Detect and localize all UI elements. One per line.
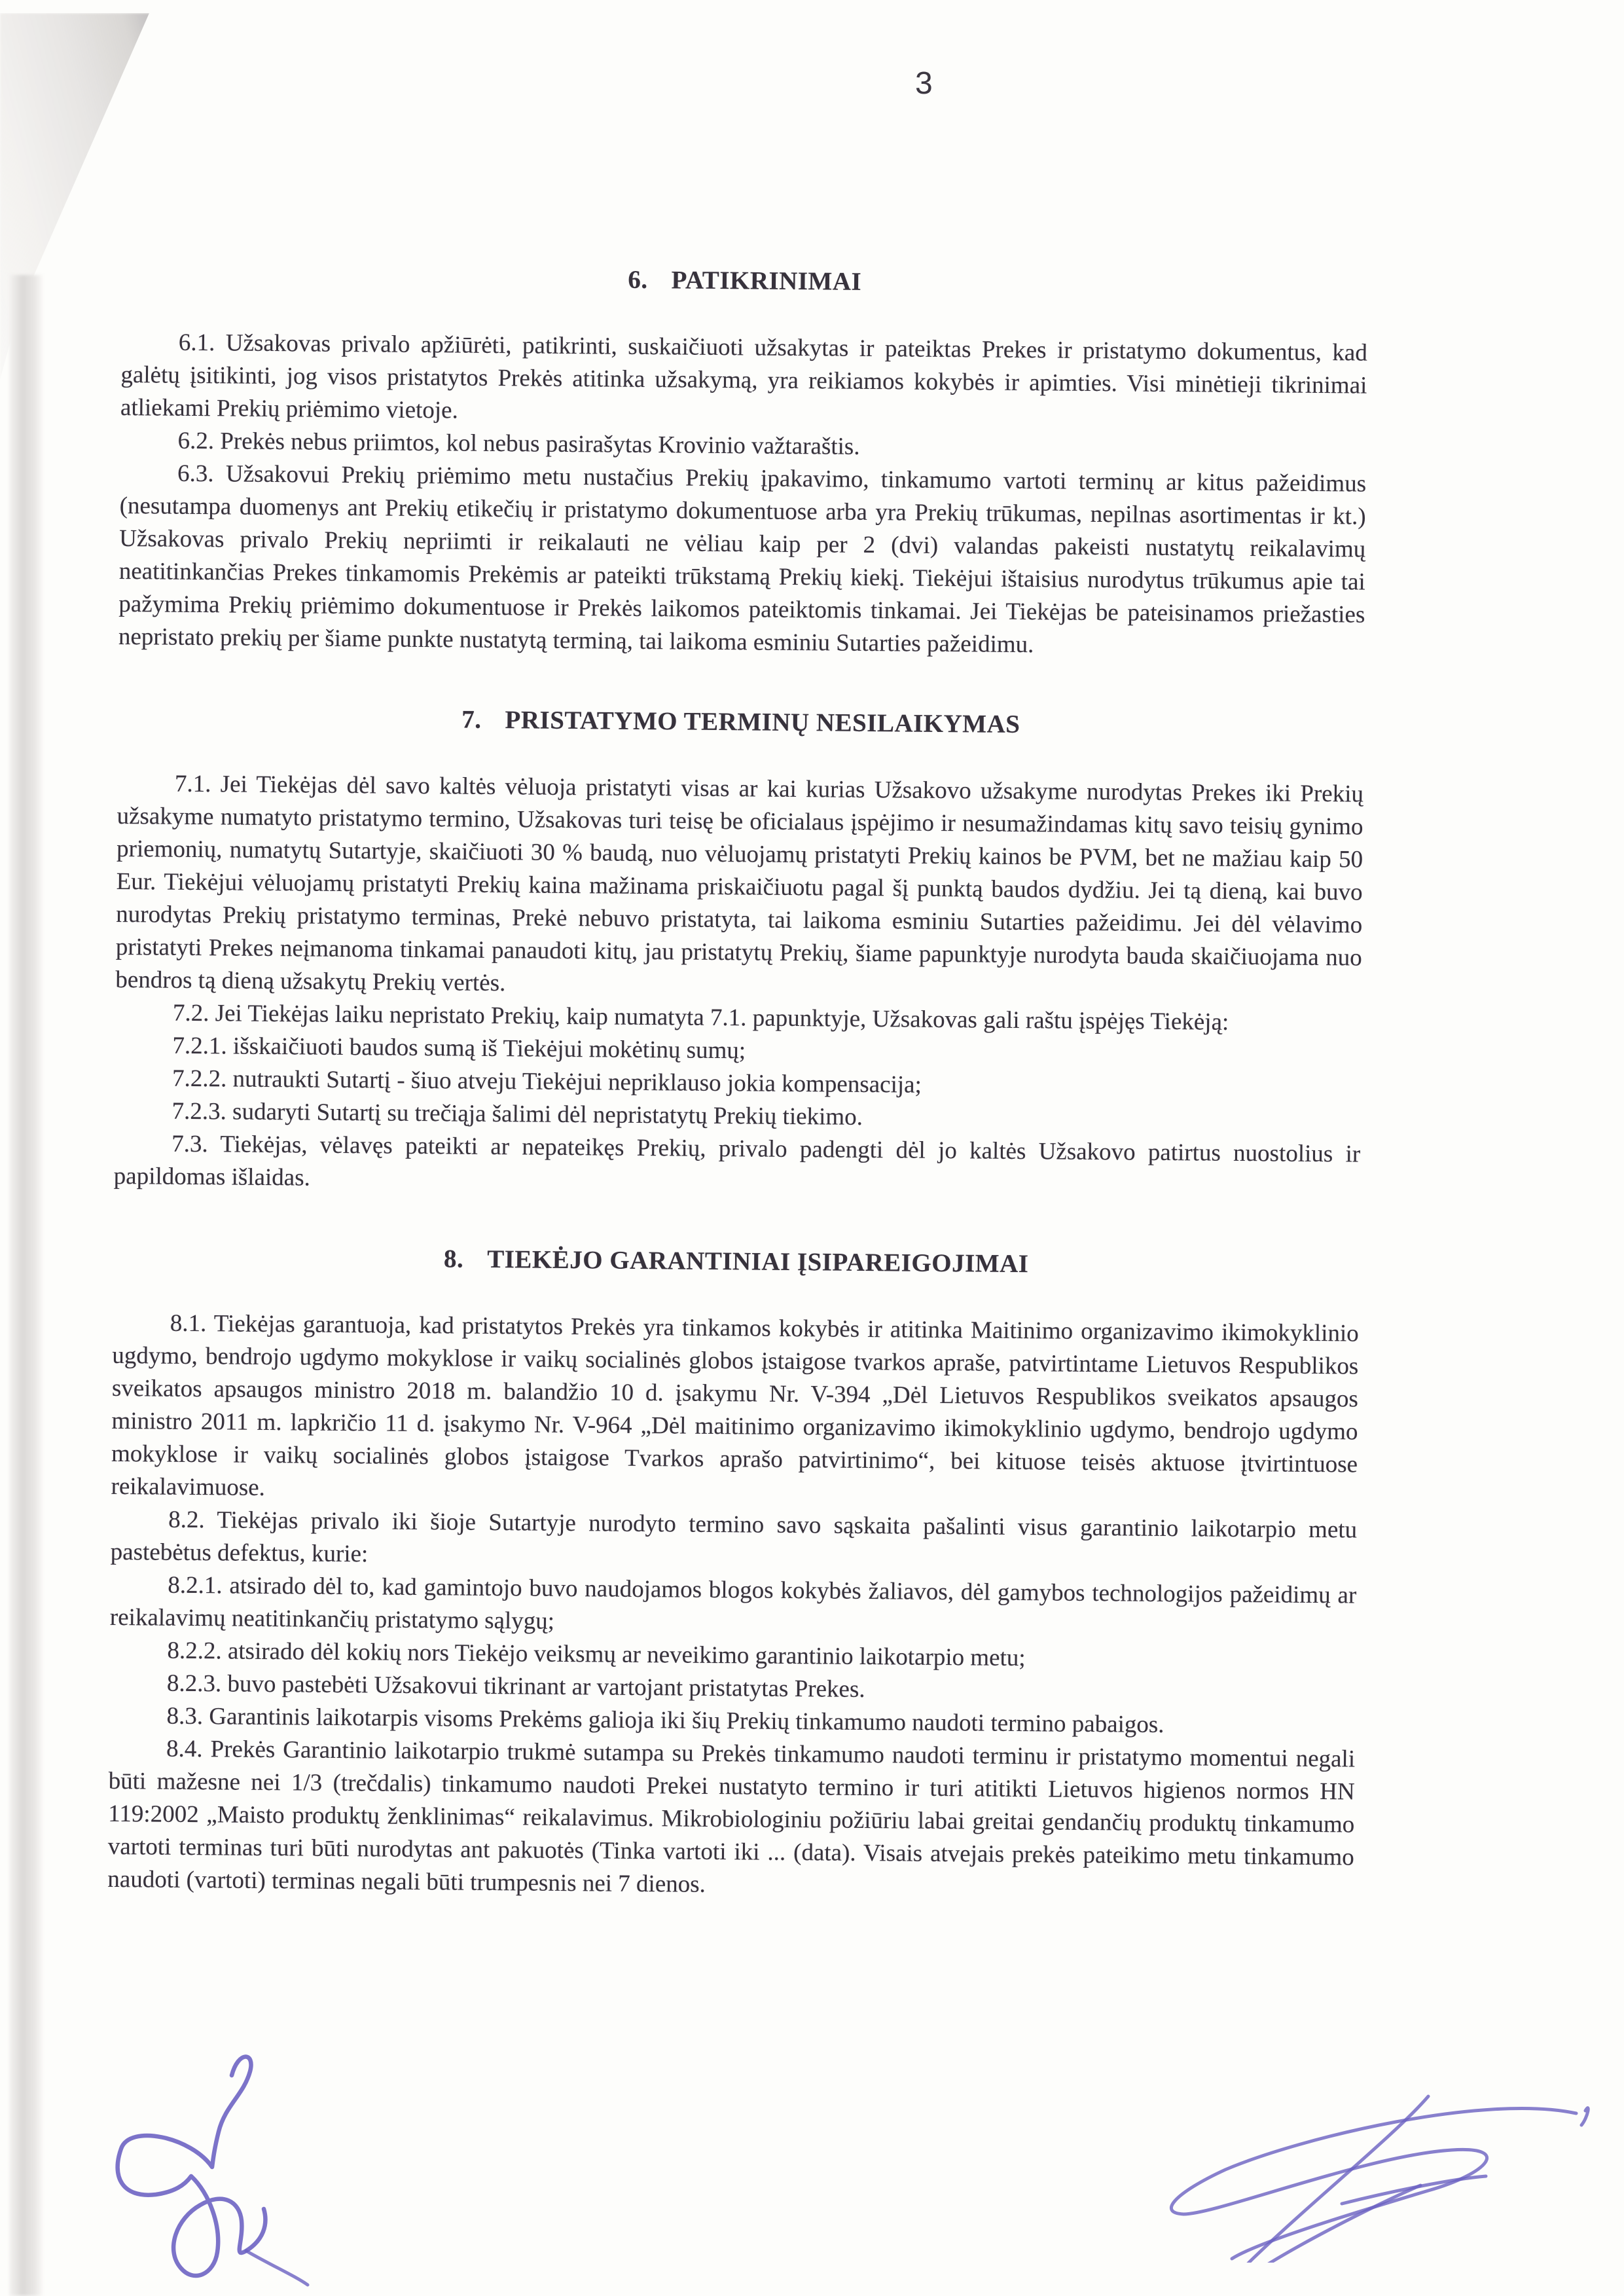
clause-7-2: 7.2. Jei Tiekėjas laiku nepristato Prekių, kaip numatyta 7.1. papunktyje, Užsakovas gali raštu įspėjęs Tiekėją:	[172, 999, 1229, 1036]
clause-7-3: 7.3. Tiekėjas, vėlavęs pateikti ar nepateikęs Prekių, privalo padengti dėl jo kaltės Užsakovo patirtus nuostolius ir papildomas išlaidas.	[113, 1130, 1361, 1192]
contract-text	[107, 259, 1368, 1907]
clause-8-4: 8.4. Prekės Garantinio laikotarpio trukmė sutampa su Prekės tinkamumo naudoti terminu ir pristatymo momentui negali būti mažesne nei 1/3 (trečdalis) tinkamumo naudoti Prekei nustatyto termino ir turi atitikti Lietuvos higienos normos HN 119:2002 „Maisto produktų ženklinimas“ reikalavimus. Mikrobiologiniu požiūriu labai greitai gendančių produktų tinkamumo vartoti terminas turi būti nurodytas ant pakuotės (Tinka vartoti iki ... (data). Visais atvejais prekės pateikimo metu tinkamumo naudoti (vartoti) terminas negali būti trumpesnis nei 7 dienos.	[107, 1735, 1356, 1898]
section-title: PATIKRINIMAI	[671, 266, 862, 296]
clause-8-1: 8.1. Tiekėjas garantuoja, kad pristatytos Prekės yra tinkamos kokybės ir atitinka Maitinimo organizavimo ikimokyklinio ugdymo, bendrojo ugdymo mokyklose ir vaikų socialinės globos įstaigose tvarkos apraše, patvirtintame Lietuvos Respublikos sveikatos apsaugos ministro 2018 m. balandžio 10 d. įsakymu Nr. V-394 „Dėl Lietuvos Respublikos sveikatos apsaugos ministro 2011 m. lapkričio 11 d. įsakymo Nr. V-964 „Dėl maitinimo organizavimo ikimokyklinio ugdymo, bendrojo ugdymo mokyklose ir vaikų socialinės globos įstaigose Tvarkos aprašo patvirtinimo“, bei kituose teisės aktuose įtvirtintuose reikalavimuose.	[111, 1309, 1359, 1501]
clause-7-2-1: 7.2.1. išskaičiuoti baudos sumą iš Tiekėjui mokėtinų sumų;	[172, 1032, 746, 1065]
scan-page-edge-shadow	[9, 275, 43, 2296]
page-number: 3	[915, 66, 933, 101]
section-number: 7.	[461, 705, 482, 734]
section-number: 8.	[443, 1245, 464, 1273]
section-heading-7	[118, 701, 1364, 744]
signature-left-icon	[92, 2041, 314, 2293]
section-number: 6.	[628, 265, 648, 295]
signature-right-icon	[1146, 2092, 1604, 2263]
signature-left	[92, 2041, 314, 2293]
clause-8-2-3: 8.2.3. buvo pastebėti Užsakovui tikrinant ar vartojant pristatytas Prekes.	[166, 1669, 865, 1703]
clause-7-2-3: 7.2.3. sudaryti Sutartį su trečiąja šalimi dėl nepristatytų Prekių tiekimo.	[171, 1097, 863, 1131]
clause-8-2-2: 8.2.2. atsirado dėl kokių nors Tiekėjo veiksmų ar neveikimo garantinio laikotarpio metu;	[167, 1637, 1026, 1672]
clause-8-2: 8.2. Tiekėjas privalo iki šioje Sutartyje nurodyto termino savo sąskaita pašalinti visus garantinio laikotarpio metu pastebėtus defektus, kurie:	[110, 1506, 1358, 1568]
clause-8-3: 8.3. Garantinis laikotarpis visoms Prekėms galioja iki šių Prekių tinkamumo naudoti termino pabaigos.	[166, 1702, 1164, 1738]
clause-6-1: 6.1. Užsakovas privalo apžiūrėti, patikrinti, suskaičiuoti užsakytas ir pateiktas Prekes ir pristatymo dokumentus, kad galėtų įsitikinti, jog visos pristatytos Prekės atitinka užsakymą, yra reikiamos kokybės ir apimties. Visi minėtieji tikrinimai atliekami Prekių priėmimo vietoje.	[120, 329, 1368, 424]
clause-7-1: 7.1. Jei Tiekėjas dėl savo kaltės vėluoja pristatyti visas ar kai kurias Užsakovo užsakyme nurodytas Prekes iki Prekių užsakyme numatyto pristatymo termino, Užsakovas turi teisę be oficialaus įspėjimo ir nesumažindamas kitų savo teisių gynimo priemonių, numatytų Sutartyje, skaičiuoti 30 % baudą, nuo vėluojamų pristatyti Prekių kainos be PVM, bet ne mažiau kaip 50 Eur. Tiekėjui vėluojamų pristatyti Prekių kaina mažinama priskaičiuotu pagal šį punktą baudos dydžiu. Jei tą dieną, kai buvo nurodytas Prekių pristatymo terminas, Prekė nebuvo pristatyta, tai laikoma esminiu Sutarties pažeidimu. Jei dėl vėlavimo pristatyti Prekes neįmanoma tinkamai panaudoti kitų, jau pristatytų Prekių, šiame papunktyje nurodyta bauda skaičiuojama nuo bendros tą dieną užsakytų Prekių vertės.	[115, 770, 1364, 997]
clause-8-2-1: 8.2.1. atsirado dėl to, kad gamintojo buvo naudojamos blogos kokybės žaliavos, dėl gamybos technologijos pažeidimų ar reikalavimų neatitinkančių pristatymo sąlygų;	[109, 1571, 1357, 1635]
section-heading-6	[122, 259, 1368, 303]
section-title: TIEKĖJO GARANTINIAI ĮSIPAREIGOJIMAI	[487, 1245, 1029, 1279]
section-title: PRISTATYMO TERMINŲ NESILAIKYMAS	[505, 706, 1020, 739]
clause-6-3: 6.3. Užsakovui Prekių priėmimo metu nustačius Prekių įpakavimo, tinkamumo vartoti terminų ar kitus pažeidimus (nesutampa duomenys ant Prekių etikečių ir pristatymo dokumentuose arba yra Prekių trūkumas, nepilnas asortimentas ir kt.) Užsakovas privalo Prekių nepriimti ir reikalauti ne vėliau kaip per 2 (dvi) valandas pakeisti nustatytų reikalavimų neatitinkančias Prekes tinkamomis Prekėmis ar pateikti trūkstamą Prekių kiekį. Tiekėjui ištaisius nurodytus trūkumus apie tai pažymima Prekių priėmimo dokumentuose ir Prekės laikomos pateiktomis tinkamai. Jei Tiekėjas be pateisinamos priežasties nepristato prekių per šiame punkte nustatytą terminą, tai laikoma esminiu Sutarties pažeidimu.	[118, 460, 1367, 659]
clause-7-2-2: 7.2.2. nutraukti Sutartį - šiuo atveju Tiekėjui nepriklauso jokia kompensacija;	[171, 1065, 922, 1099]
section-heading-8	[113, 1240, 1359, 1284]
clause-6-2: 6.2. Prekės nebus priimtos, kol nebus pasirašytas Krovinio važtaraštis.	[177, 427, 860, 460]
signature-right	[1146, 2092, 1604, 2263]
